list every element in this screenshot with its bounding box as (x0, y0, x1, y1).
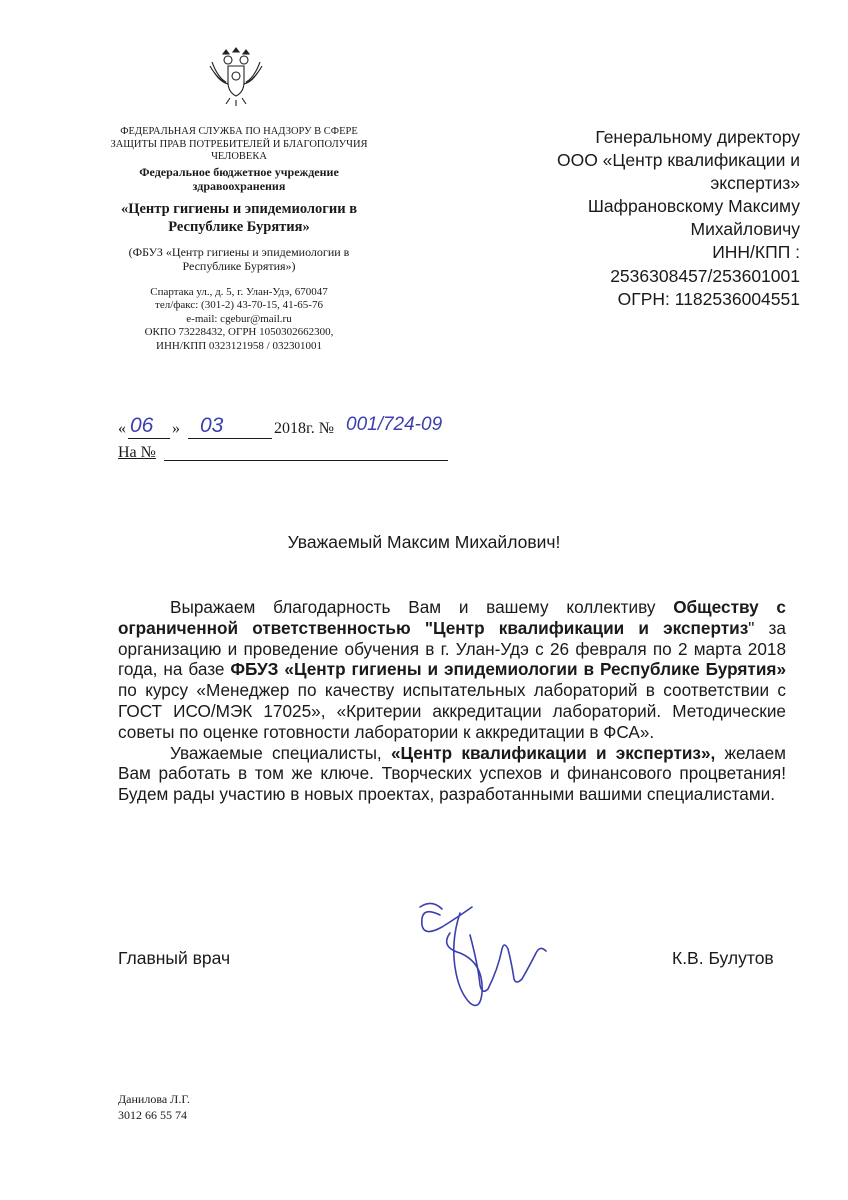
addressee-line: ИНН/КПП : (712, 242, 800, 263)
outgoing-number: 001/724-09 (346, 414, 443, 435)
signatory-role: Главный врач (118, 948, 231, 968)
reference-line (118, 444, 458, 462)
coat-of-arms-icon (204, 42, 268, 110)
date-day: 06 (130, 414, 154, 437)
addressee-line: Михайловичу (690, 219, 800, 240)
bold-company-name: «Центр квалификации и экспертиз», (390, 742, 716, 763)
date-close-quote: » (172, 420, 180, 437)
organization-contacts (100, 286, 378, 353)
address: Спартака ул., д. 5, г. Улан-Удэ, 670047 (150, 286, 328, 298)
text-span: по курсу «Менеджер по качеству испытательных лабораторий в соответствии с ГОСТ ИСО/МЭК 17025», «Критерии аккредитации лабораторий. Методические советы по оценке готовности лаборатории к аккредитации в ФСА». (118, 680, 786, 742)
okpo-ogrn: ОКПО 73228432, ОГРН 1050302662300, (144, 326, 334, 339)
text-span: Уважаемые специалисты, (170, 742, 391, 763)
date-year: 2018г. № (274, 420, 335, 437)
text-span: Выражаем благодарность Вам и вашему коллективу (170, 597, 674, 617)
handwritten-signature (400, 895, 580, 1045)
registration-date-line (118, 414, 498, 440)
executor-name: Данилова Л.Г. (118, 1092, 190, 1106)
phone-fax: тел/факс: (301-2) 43-70-15, 41-65-76 (155, 299, 323, 312)
email: e-mail: cgebur@mail.ru (186, 312, 292, 325)
addressee-line: экспертиз» (710, 173, 800, 194)
bold-host-name: ФБУЗ «Центр гигиены и эпидемиологии в Республике Бурятия» (230, 659, 786, 680)
text-span: " за организацию и проведение обучения в г. Улан-Удэ с 26 февраля по 2 марта 2018 года, на базе (118, 617, 786, 680)
inn-kpp: ИНН/КПП 0323121958 / 032301001 (156, 339, 322, 352)
paragraph (118, 743, 786, 805)
bold-company-name: Обществу с ограниченной ответственностью "Центр квалификации и экспертиз (118, 597, 786, 638)
agency-name: ФЕДЕРАЛЬНАЯ СЛУЖБА ПО НАДЗОРУ В СФЕРЕ ЗАЩИТЫ ПРАВ ПОТРЕБИТЕЛЕЙ И БЛАГОПОЛУЧИЯ ЧЕЛОВЕКА (110, 126, 368, 163)
addressee-line: ООО «Центр квалификации и (556, 150, 800, 171)
signatory-name: К.В. Булутов (672, 948, 774, 968)
text-span: желаем Вам работать в том же ключе. Творческих успехов и финансового процветания! Будем рады участию в новых проектах, разработанными вашими специалистами. (118, 742, 786, 805)
addressee-line: Генеральному директору (595, 127, 800, 147)
date-month: 03 (200, 414, 224, 437)
paragraph (118, 597, 786, 743)
addressee-line: Шафрановскому Максиму (587, 196, 800, 217)
letter-body (118, 597, 786, 805)
reference-label: На № (118, 444, 156, 461)
addressee-line: ОГРН: 1182536004551 (617, 288, 800, 309)
salutation: Уважаемый Максим Михайлович! (287, 532, 561, 552)
executor-block (118, 1092, 190, 1123)
addressee-line: 2536308457/253601001 (610, 265, 800, 286)
date-open-quote: « (118, 420, 126, 437)
organization-name: «Центр гигиены и эпидемиологии в Республике Бурятия» (120, 201, 358, 236)
addressee-block (520, 126, 800, 311)
executor-phone: 3012 66 55 74 (118, 1107, 187, 1122)
organization-type: Федеральное бюджетное учреждение здравоохранения (139, 165, 339, 194)
organization-short-name: (ФБУЗ «Центр гигиены и эпидемиологии в Республике Бурятия») (128, 245, 350, 274)
